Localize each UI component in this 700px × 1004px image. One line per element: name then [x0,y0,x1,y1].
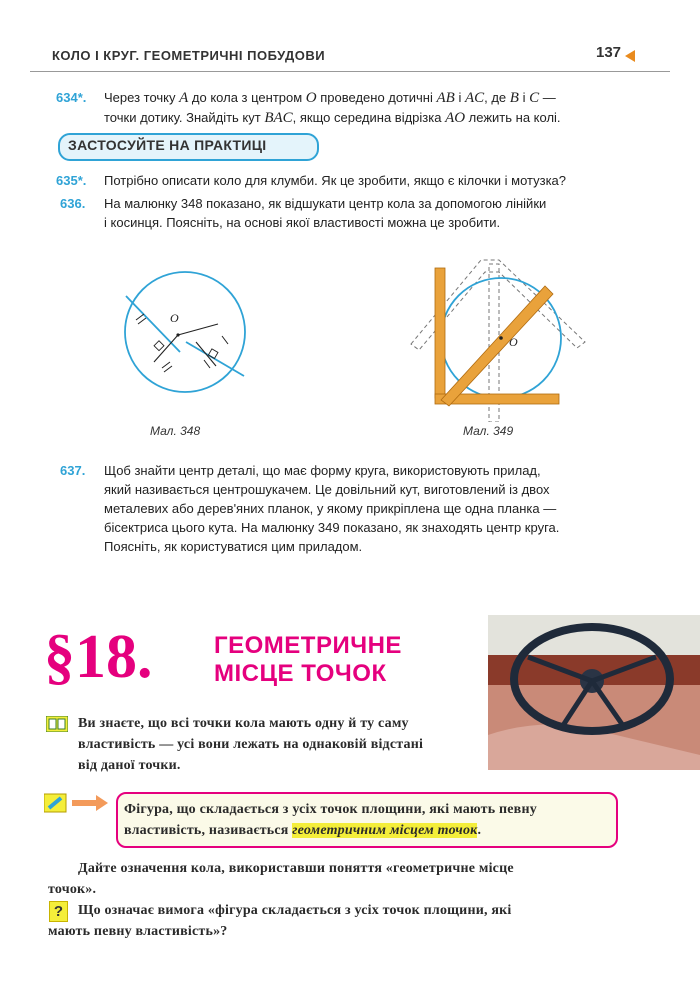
section-number: §18. [44,623,153,691]
fig348-chord-right [186,342,244,376]
problem-637-text: Щоб знайти центр деталі, що має форму круга, використовують прилад, який називається центрошукачем. Це довільний кут, виготовлений із двох металевих або дерев'яних планок, у якому прикріплена ще одна планка — бісектриса цього кута. На малюнку 349 показано, як знаходять центр круга. Поясніть, як користуватися цим приладом. [104,463,560,554]
page-marker-icon [625,50,635,62]
fig348-circle [125,272,245,392]
pencil-icon [44,792,110,814]
figure-348 [118,262,252,402]
fig348-bisector-right [178,324,218,335]
practice-banner-label: ЗАСТОСУЙТЕ НА ПРАКТИЦІ [68,137,267,153]
problem-634-text: Через точку A до кола з центром O проведено дотичні AB і AC, де B і C — точки дотику. Знайдіть кут BAC, якщо середина відрізка AO лежить на колі. [104,90,561,126]
fig348-bisector-left [154,335,178,362]
fig348-center-point [176,333,179,336]
problem-635-text: Потрібно описати коло для клумби. Як це зробити, якщо є кілочки і мотузка? [104,173,567,188]
problem-636-text: На малюнку 348 показано, як відшукати центр кола за допомогою лінійки і косинця. Поясніть, на основі якої властивості можна це зробити. [104,196,547,230]
question-icon: ? [49,901,68,922]
fig348-tick [138,318,146,324]
fig348-tick [164,366,172,372]
problem-637-number: 637. [60,463,86,478]
fig348-center-label: O [170,311,179,325]
question-paragraph: Що означає вимога «фігура складається з усіх точок площини, які мають певну властивість»? [48,903,512,939]
definition-text: Фігура, що складається з усіх точок площини, які мають певну властивість, називається геометричним місцем точок. [124,802,537,838]
definition-term: геометричним місцем точок [292,823,478,838]
figure-348-caption: Мал. 348 [150,424,201,438]
book-icon [46,716,68,732]
steering-wheel-photo [488,615,700,770]
problem-635-number: 635*. [56,173,87,188]
running-header: КОЛО І КРУГ. ГЕОМЕТРИЧНІ ПОБУДОВИ [52,48,326,63]
fig348-tick [136,314,144,320]
section-title: ГЕОМЕТРИЧНЕ МІСЦЕ ТОЧОК [214,632,402,687]
fig349-center-point [499,336,503,340]
page-number: 137 [596,44,622,61]
figure-349-caption: Мал. 349 [463,424,514,438]
fig349-center-label: O [509,335,518,349]
task-paragraph: Дайте означення кола, використавши поняття «геометричне місце точок». [48,861,514,897]
fig348-tick [162,362,170,368]
figure-349 [405,244,595,422]
photo-windshield [488,615,700,655]
fig349-tool-vertical-arm [435,268,445,398]
fig348-tick [222,336,228,344]
arrow-icon [72,795,108,811]
problem-636-number: 636. [60,196,86,211]
problem-634-number: 634*. [56,90,87,105]
fig348-tick [204,360,210,368]
header-divider [30,71,670,72]
intro-paragraph: Ви знаєте, що всі точки кола мають одну й ту саму властивість — усі вони лежать на однаковій відстані від даної точки. [78,716,424,773]
fig348-right-angle [154,341,164,351]
